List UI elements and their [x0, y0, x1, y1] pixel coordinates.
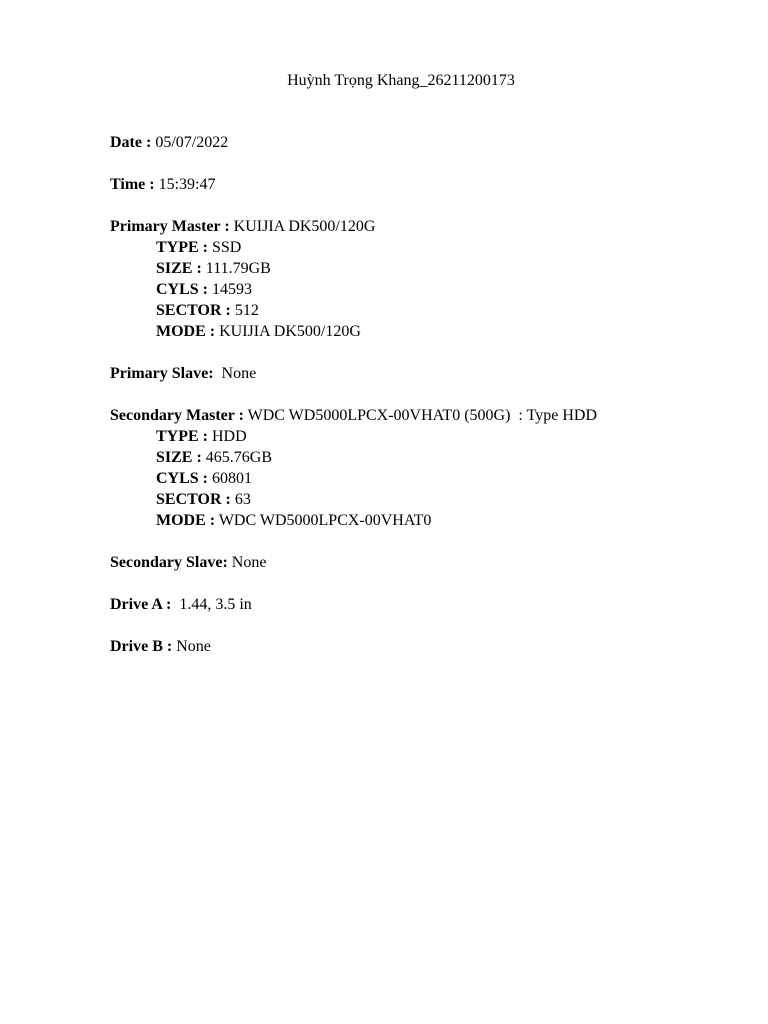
primary-master-label: Primary Master : — [110, 218, 230, 235]
field-label: MODE : — [156, 512, 216, 529]
primary-master-mode — [110, 321, 750, 342]
primary-slave-label: Primary Slave: — [110, 365, 214, 382]
secondary-slave-line — [110, 552, 750, 573]
drive-a-value: 1.44, 3.5 in — [171, 596, 252, 613]
field-label: CYLS : — [156, 470, 209, 487]
field-value: 14593 — [208, 281, 253, 298]
primary-master-line — [110, 216, 750, 237]
primary-slave-value: None — [213, 365, 257, 382]
primary-master-size — [110, 258, 750, 279]
document-body — [110, 132, 750, 657]
time-value: 15:39:47 — [154, 176, 216, 193]
date-value: 05/07/2022 — [151, 134, 229, 151]
primary-master-value: KUIJIA DK500/120G — [229, 218, 376, 235]
field-label: CYLS : — [156, 281, 209, 298]
secondary-master-sector — [110, 489, 750, 510]
time-line — [110, 174, 750, 195]
secondary-master-value: WDC WD5000LPCX-00VHAT0 (500G) : Type HDD — [243, 407, 597, 424]
field-label: SIZE : — [156, 260, 202, 277]
field-value: 111.79GB — [201, 260, 271, 277]
field-value: SSD — [208, 239, 242, 256]
field-label: MODE : — [156, 323, 216, 340]
secondary-master-label: Secondary Master : — [110, 407, 244, 424]
date-line — [110, 132, 750, 153]
field-value: 465.76GB — [201, 449, 273, 466]
field-label: TYPE : — [156, 239, 208, 256]
secondary-slave-label: Secondary Slave: — [110, 554, 228, 571]
field-value: 63 — [230, 491, 251, 508]
secondary-master-mode — [110, 510, 750, 531]
field-value: 60801 — [208, 470, 253, 487]
secondary-slave-value: None — [227, 554, 267, 571]
drive-b-line — [110, 636, 750, 657]
field-label: SIZE : — [156, 449, 202, 466]
secondary-master-type — [110, 426, 750, 447]
secondary-master-size — [110, 447, 750, 468]
field-value: HDD — [208, 428, 247, 445]
field-label: TYPE : — [156, 428, 208, 445]
drive-a-line — [110, 594, 750, 615]
primary-master-cyls — [110, 279, 750, 300]
drive-a-label: Drive A : — [110, 596, 172, 613]
primary-master-type — [110, 237, 750, 258]
primary-slave-line — [110, 363, 750, 384]
document-title: Huỳnh Trọng Khang_26211200173 — [287, 72, 515, 89]
field-value: KUIJIA DK500/120G — [215, 323, 361, 340]
secondary-master-line — [110, 405, 750, 426]
time-label: Time : — [110, 176, 155, 193]
field-label: SECTOR : — [156, 491, 231, 508]
field-value: 512 — [230, 302, 259, 319]
date-label: Date : — [110, 134, 152, 151]
secondary-master-cyls — [110, 468, 750, 489]
field-value: WDC WD5000LPCX-00VHAT0 — [215, 512, 432, 529]
drive-b-value: None — [172, 638, 211, 655]
drive-b-label: Drive B : — [110, 638, 173, 655]
field-label: SECTOR : — [156, 302, 231, 319]
primary-master-sector — [110, 300, 750, 321]
